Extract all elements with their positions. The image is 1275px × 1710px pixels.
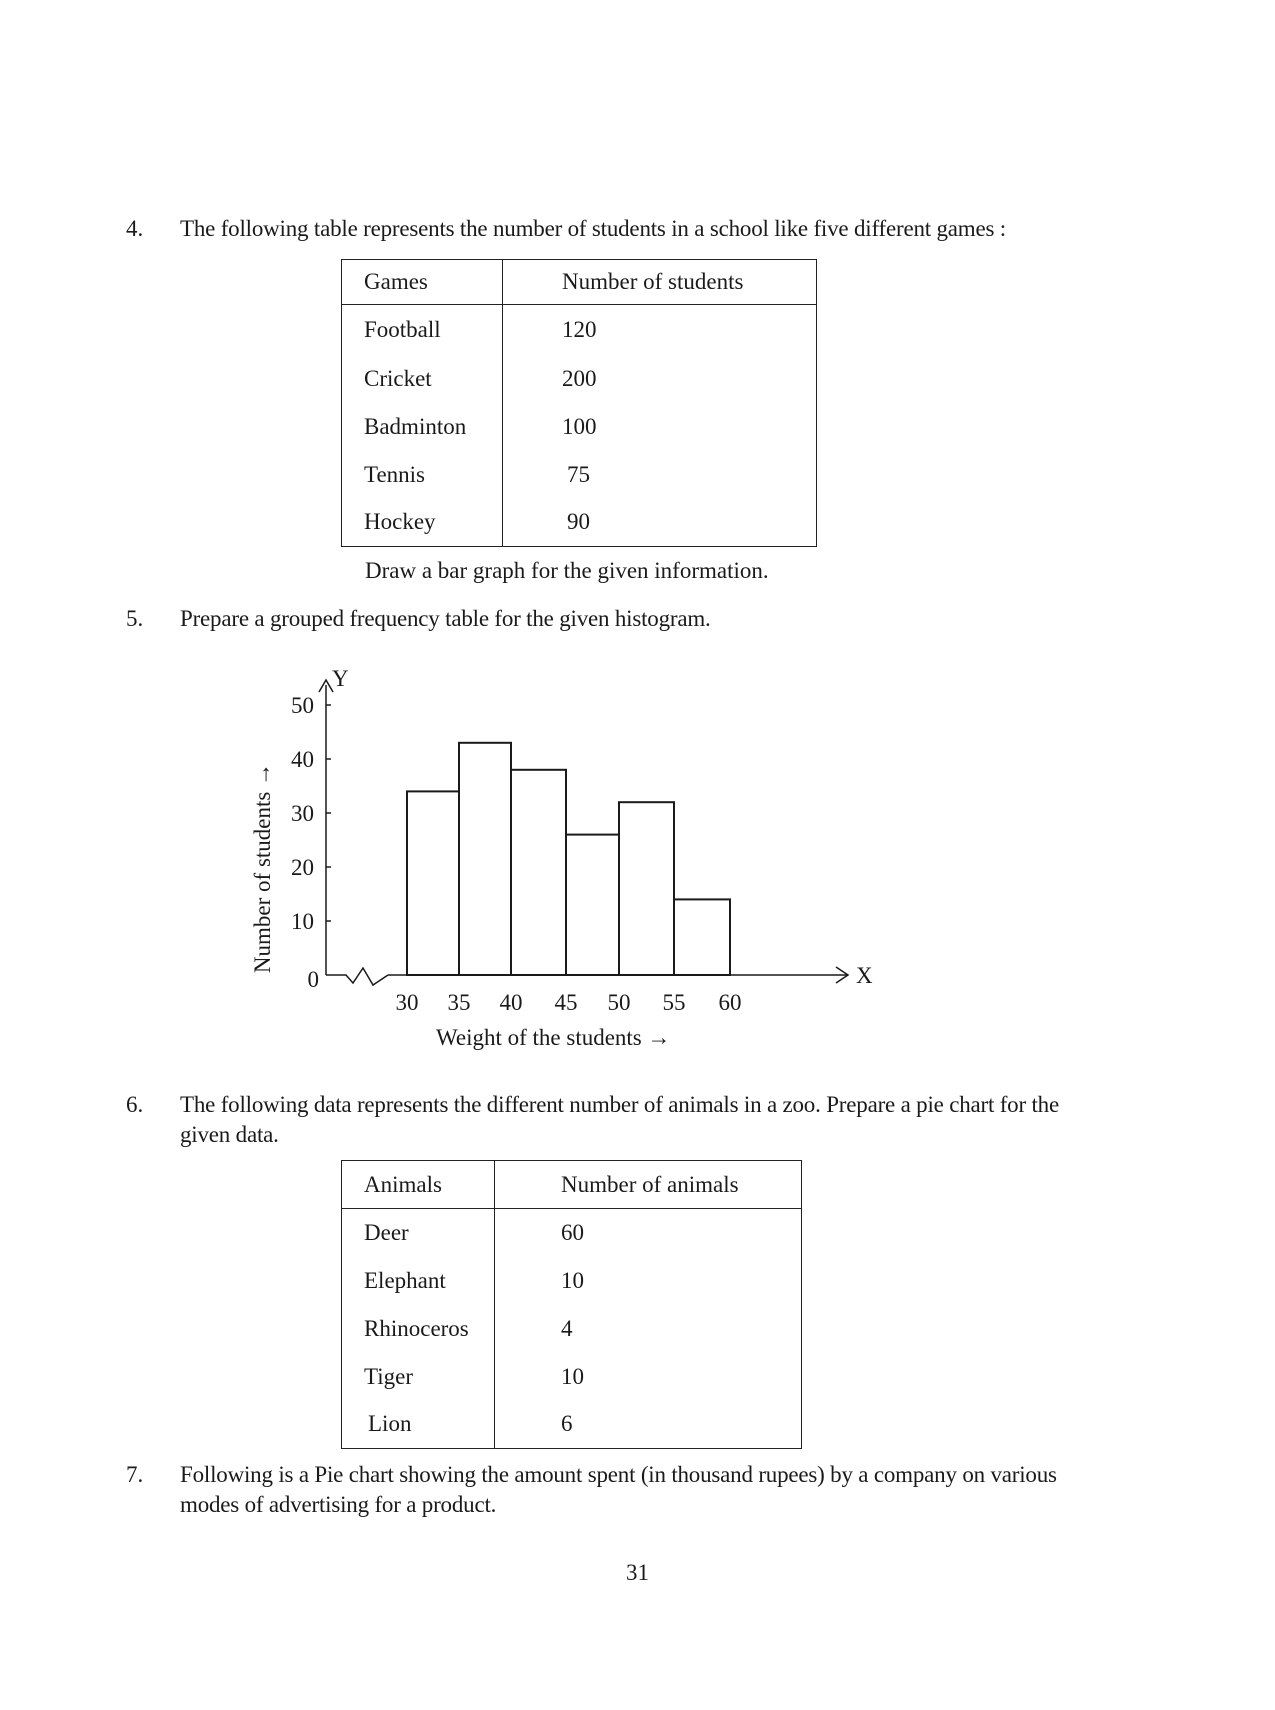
table-row (342, 1353, 802, 1401)
question-7-text-line1: Following is a Pie chart showing the amount spent (in thousand rupees) by a company on various (180, 1462, 1057, 1487)
page-number: 31 (626, 1560, 649, 1585)
table-cell: Cricket (364, 365, 432, 391)
table-cell: Deer (364, 1219, 409, 1245)
table-cell: 4 (495, 1305, 802, 1353)
table-cell: 90 (503, 499, 817, 547)
histogram-bar (566, 835, 619, 975)
table-cell: 100 (503, 403, 817, 451)
table-cell: Badminton (364, 413, 467, 439)
table-header-cell: Games (342, 260, 503, 305)
table-cell: Football (364, 316, 441, 342)
histogram-bar (459, 743, 511, 975)
y-tick-label: 10 (291, 909, 314, 934)
table-cell: 10 (495, 1257, 802, 1305)
x-axis-letter: X (856, 963, 873, 988)
table-row (342, 1305, 802, 1353)
question-7-text-line2: modes of advertising for a product. (180, 1492, 497, 1517)
table-row (342, 1209, 802, 1257)
question-4-number: 4. (126, 216, 144, 241)
question-5-number: 5. (126, 606, 144, 631)
question-4-instruction: Draw a bar graph for the given information. (365, 558, 769, 583)
table-row (342, 1257, 802, 1305)
x-tick-label: 30 (395, 990, 419, 1015)
histogram-bar (407, 791, 459, 975)
table-cell: 200 (503, 355, 817, 403)
y-tick-label: 0 (307, 967, 319, 992)
animals-table-header (342, 1161, 802, 1209)
animals-table (341, 1160, 802, 1449)
question-6-number: 6. (126, 1092, 144, 1117)
x-axis-break (326, 968, 388, 985)
question-4-text: The following table represents the number of students in a school like five different games : (180, 216, 1006, 241)
table-cell: Lion (368, 1411, 412, 1437)
table-cell: Tiger (364, 1363, 413, 1389)
table-cell: Rhinoceros (364, 1315, 469, 1341)
x-tick-label: 60 (718, 990, 742, 1015)
table-header-cell: Animals (342, 1161, 495, 1209)
histogram-bars (407, 743, 730, 975)
x-tick-label: 40 (499, 990, 523, 1015)
table-row (342, 1401, 802, 1449)
table-cell: 60 (495, 1209, 802, 1257)
x-axis-label: Weight of the students → (436, 1025, 671, 1050)
y-tick-label: 20 (291, 855, 314, 880)
table-cell: Tennis (364, 461, 425, 487)
table-header-cell: Number of students (503, 260, 817, 305)
y-axis-label: Number of students → (250, 762, 275, 974)
y-axis-letter: Y (332, 666, 349, 691)
histogram-bar (511, 770, 566, 975)
x-tick-label: 45 (554, 990, 578, 1015)
question-7-number: 7. (126, 1462, 144, 1487)
question-6-text-line1: The following data represents the different number of animals in a zoo. Prepare a pie chart for the (180, 1092, 1059, 1117)
question-5-text: Prepare a grouped frequency table for the given histogram. (180, 606, 711, 631)
y-tick-label: 40 (291, 747, 314, 772)
x-tick-label: 50 (607, 990, 631, 1015)
table-cell: 6 (495, 1401, 802, 1449)
table-cell: Hockey (364, 509, 436, 535)
histogram-bar (674, 899, 730, 975)
table-cell: Elephant (364, 1267, 446, 1293)
table-cell: 75 (503, 451, 817, 499)
histogram-bar (619, 802, 674, 975)
question-6-text-line2: given data. (180, 1122, 279, 1147)
x-tick-label: 55 (662, 990, 686, 1015)
y-tick-label: 50 (291, 693, 314, 718)
table-cell: 10 (495, 1353, 802, 1401)
table-header-cell: Number of animals (495, 1161, 802, 1209)
y-tick-label: 30 (291, 801, 314, 826)
x-tick-label: 35 (447, 990, 471, 1015)
table-cell: 120 (503, 305, 817, 355)
